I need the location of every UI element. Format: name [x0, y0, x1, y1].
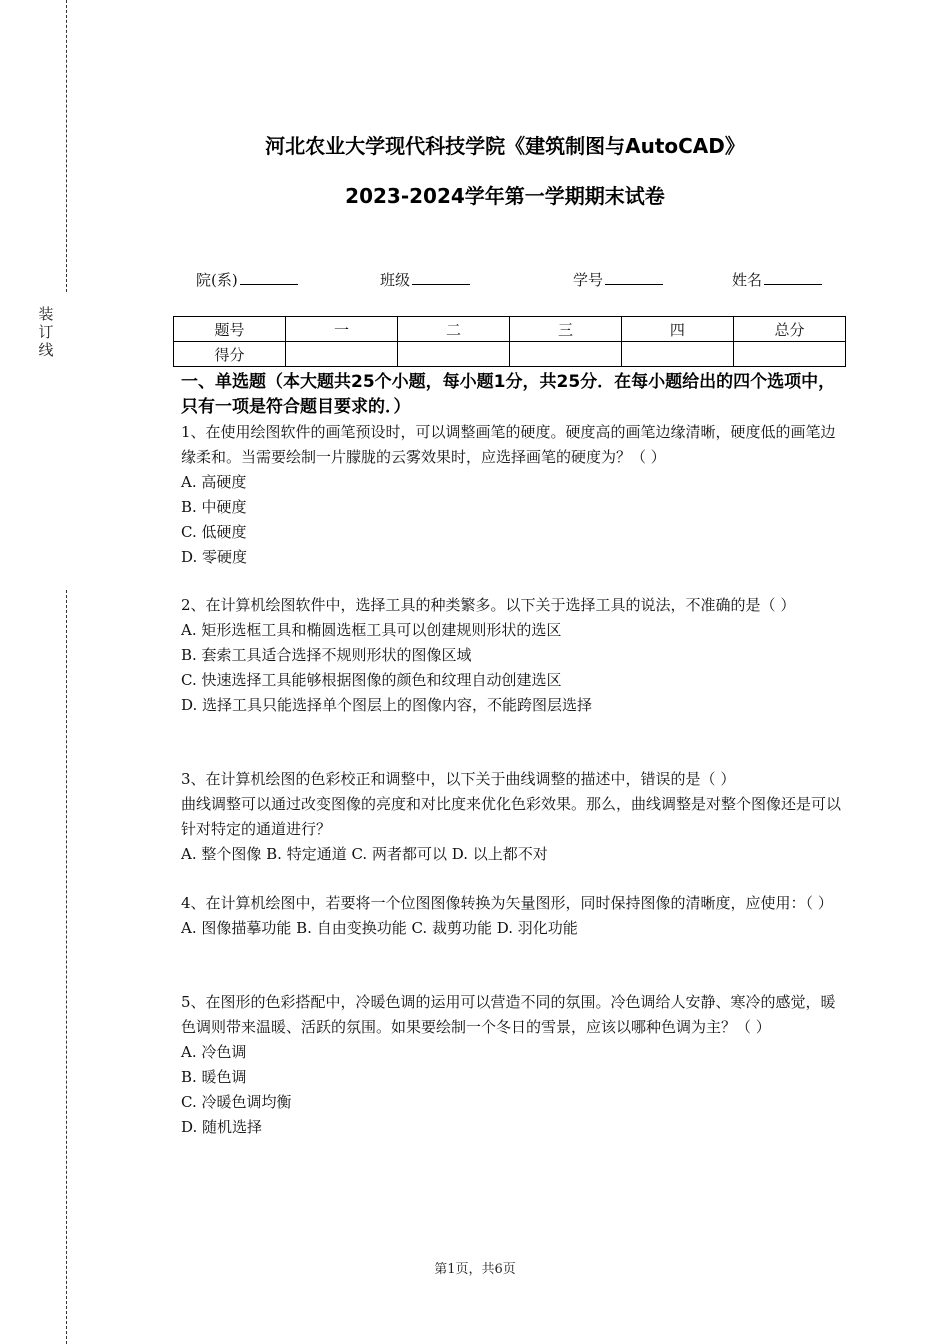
student-id-blank[interactable]: [605, 268, 663, 285]
name-field[interactable]: [732, 268, 822, 290]
score-cell[interactable]: [733, 342, 845, 367]
option-b[interactable]: B. 套索工具适合选择不规则形状的图像区域: [181, 646, 472, 664]
question-stem: 4、在计算机绘图中，若要将一个位图图像转换为矢量图形，同时保持图像的清晰度，应使用：（ ）: [181, 894, 833, 912]
binding-dashed-line-bottom: [66, 590, 67, 1344]
score-header-cell: 一: [285, 317, 397, 342]
score-header-cell: 四: [621, 317, 733, 342]
question-2: [181, 593, 841, 718]
score-table: [173, 316, 846, 367]
option-d[interactable]: D. 随机选择: [181, 1118, 263, 1136]
score-row-label: 得分: [174, 342, 286, 367]
option-b[interactable]: B. 暖色调: [181, 1068, 247, 1086]
department-field[interactable]: [196, 268, 298, 290]
class-label: 班级: [380, 271, 411, 289]
score-cell[interactable]: [285, 342, 397, 367]
score-header-cell: 二: [397, 317, 509, 342]
exam-title-line1: 河北农业大学现代科技学院《建筑制图与AutoCAD》: [265, 134, 745, 158]
option-c[interactable]: C. 冷暖色调均衡: [181, 1093, 292, 1111]
question-stem: 1、在使用绘图软件的画笔预设时，可以调整画笔的硬度。硬度高的画笔边缘清晰，硬度低的画笔边缘柔和。当需要绘制一片朦胧的云雾效果时，应选择画笔的硬度为？（ ）: [181, 423, 836, 466]
department-label: 院(系): [196, 271, 238, 289]
section-heading: 一、单选题（本大题共25个小题，每小题1分，共25分．在每小题给出的四个选项中，只有一项是符合题目要求的．）: [181, 372, 836, 417]
score-header-cell: 总分: [733, 317, 845, 342]
question-stem: 5、在图形的色彩搭配中，冷暖色调的运用可以营造不同的氛围。冷色调给人安静、寒冷的感觉，暖色调则带来温暖、活跃的氛围。如果要绘制一个冬日的雪景，应该以哪种色调为主？（ ）: [181, 993, 836, 1036]
score-cell[interactable]: [621, 342, 733, 367]
page-footer: 第1页，共6页: [434, 1262, 516, 1277]
option-a[interactable]: A. 冷色调: [181, 1043, 247, 1061]
option-d[interactable]: D. 零硬度: [181, 548, 248, 566]
options-inline[interactable]: A. 图像描摹功能 B. 自由变换功能 C. 裁剪功能 D. 羽化功能: [181, 919, 578, 937]
option-c[interactable]: C. 快速选择工具能够根据图像的颜色和纹理自动创建选区: [181, 671, 562, 689]
option-a[interactable]: A. 矩形选框工具和椭圆选框工具可以创建规则形状的选区: [181, 621, 562, 639]
score-table-score-row: [174, 342, 846, 367]
name-label: 姓名: [732, 271, 763, 289]
score-header-cell: 三: [509, 317, 621, 342]
class-field[interactable]: [380, 268, 470, 290]
name-blank[interactable]: [764, 268, 822, 285]
class-blank[interactable]: [412, 268, 470, 285]
option-a[interactable]: A. 高硬度: [181, 473, 247, 491]
score-header-cell: 题号: [174, 317, 286, 342]
exam-title-line2: 2023-2024学年第一学期期末试卷: [345, 184, 665, 208]
score-table-header-row: [174, 317, 846, 342]
question-stem: 3、在计算机绘图的色彩校正和调整中，以下关于曲线调整的描述中，错误的是（ ）: [181, 770, 736, 788]
option-c[interactable]: C. 低硬度: [181, 523, 247, 541]
options-inline[interactable]: A. 整个图像 B. 特定通道 C. 两者都可以 D. 以上都不对: [181, 845, 548, 863]
option-b[interactable]: B. 中硬度: [181, 498, 247, 516]
binding-dashed-line-top: [66, 0, 67, 292]
question-stem-continued: 曲线调整可以通过改变图像的亮度和对比度来优化色彩效果。那么，曲线调整是对整个图像还是可以针对特定的通道进行？: [181, 795, 842, 838]
score-cell[interactable]: [397, 342, 509, 367]
question-stem: 2、在计算机绘图软件中，选择工具的种类繁多。以下关于选择工具的说法，不准确的是（ ）: [181, 596, 796, 614]
option-d[interactable]: D. 选择工具只能选择单个图层上的图像内容，不能跨图层选择: [181, 696, 593, 714]
score-cell[interactable]: [509, 342, 621, 367]
student-id-label: 学号: [573, 271, 604, 289]
department-blank[interactable]: [240, 268, 298, 285]
student-info-row: [0, 268, 950, 294]
binding-line-label: 装订线: [38, 305, 54, 359]
question-5: [181, 990, 841, 1140]
question-1: [181, 420, 841, 570]
question-4: [181, 891, 841, 941]
student-id-field[interactable]: [573, 268, 663, 290]
question-3: [181, 767, 841, 867]
